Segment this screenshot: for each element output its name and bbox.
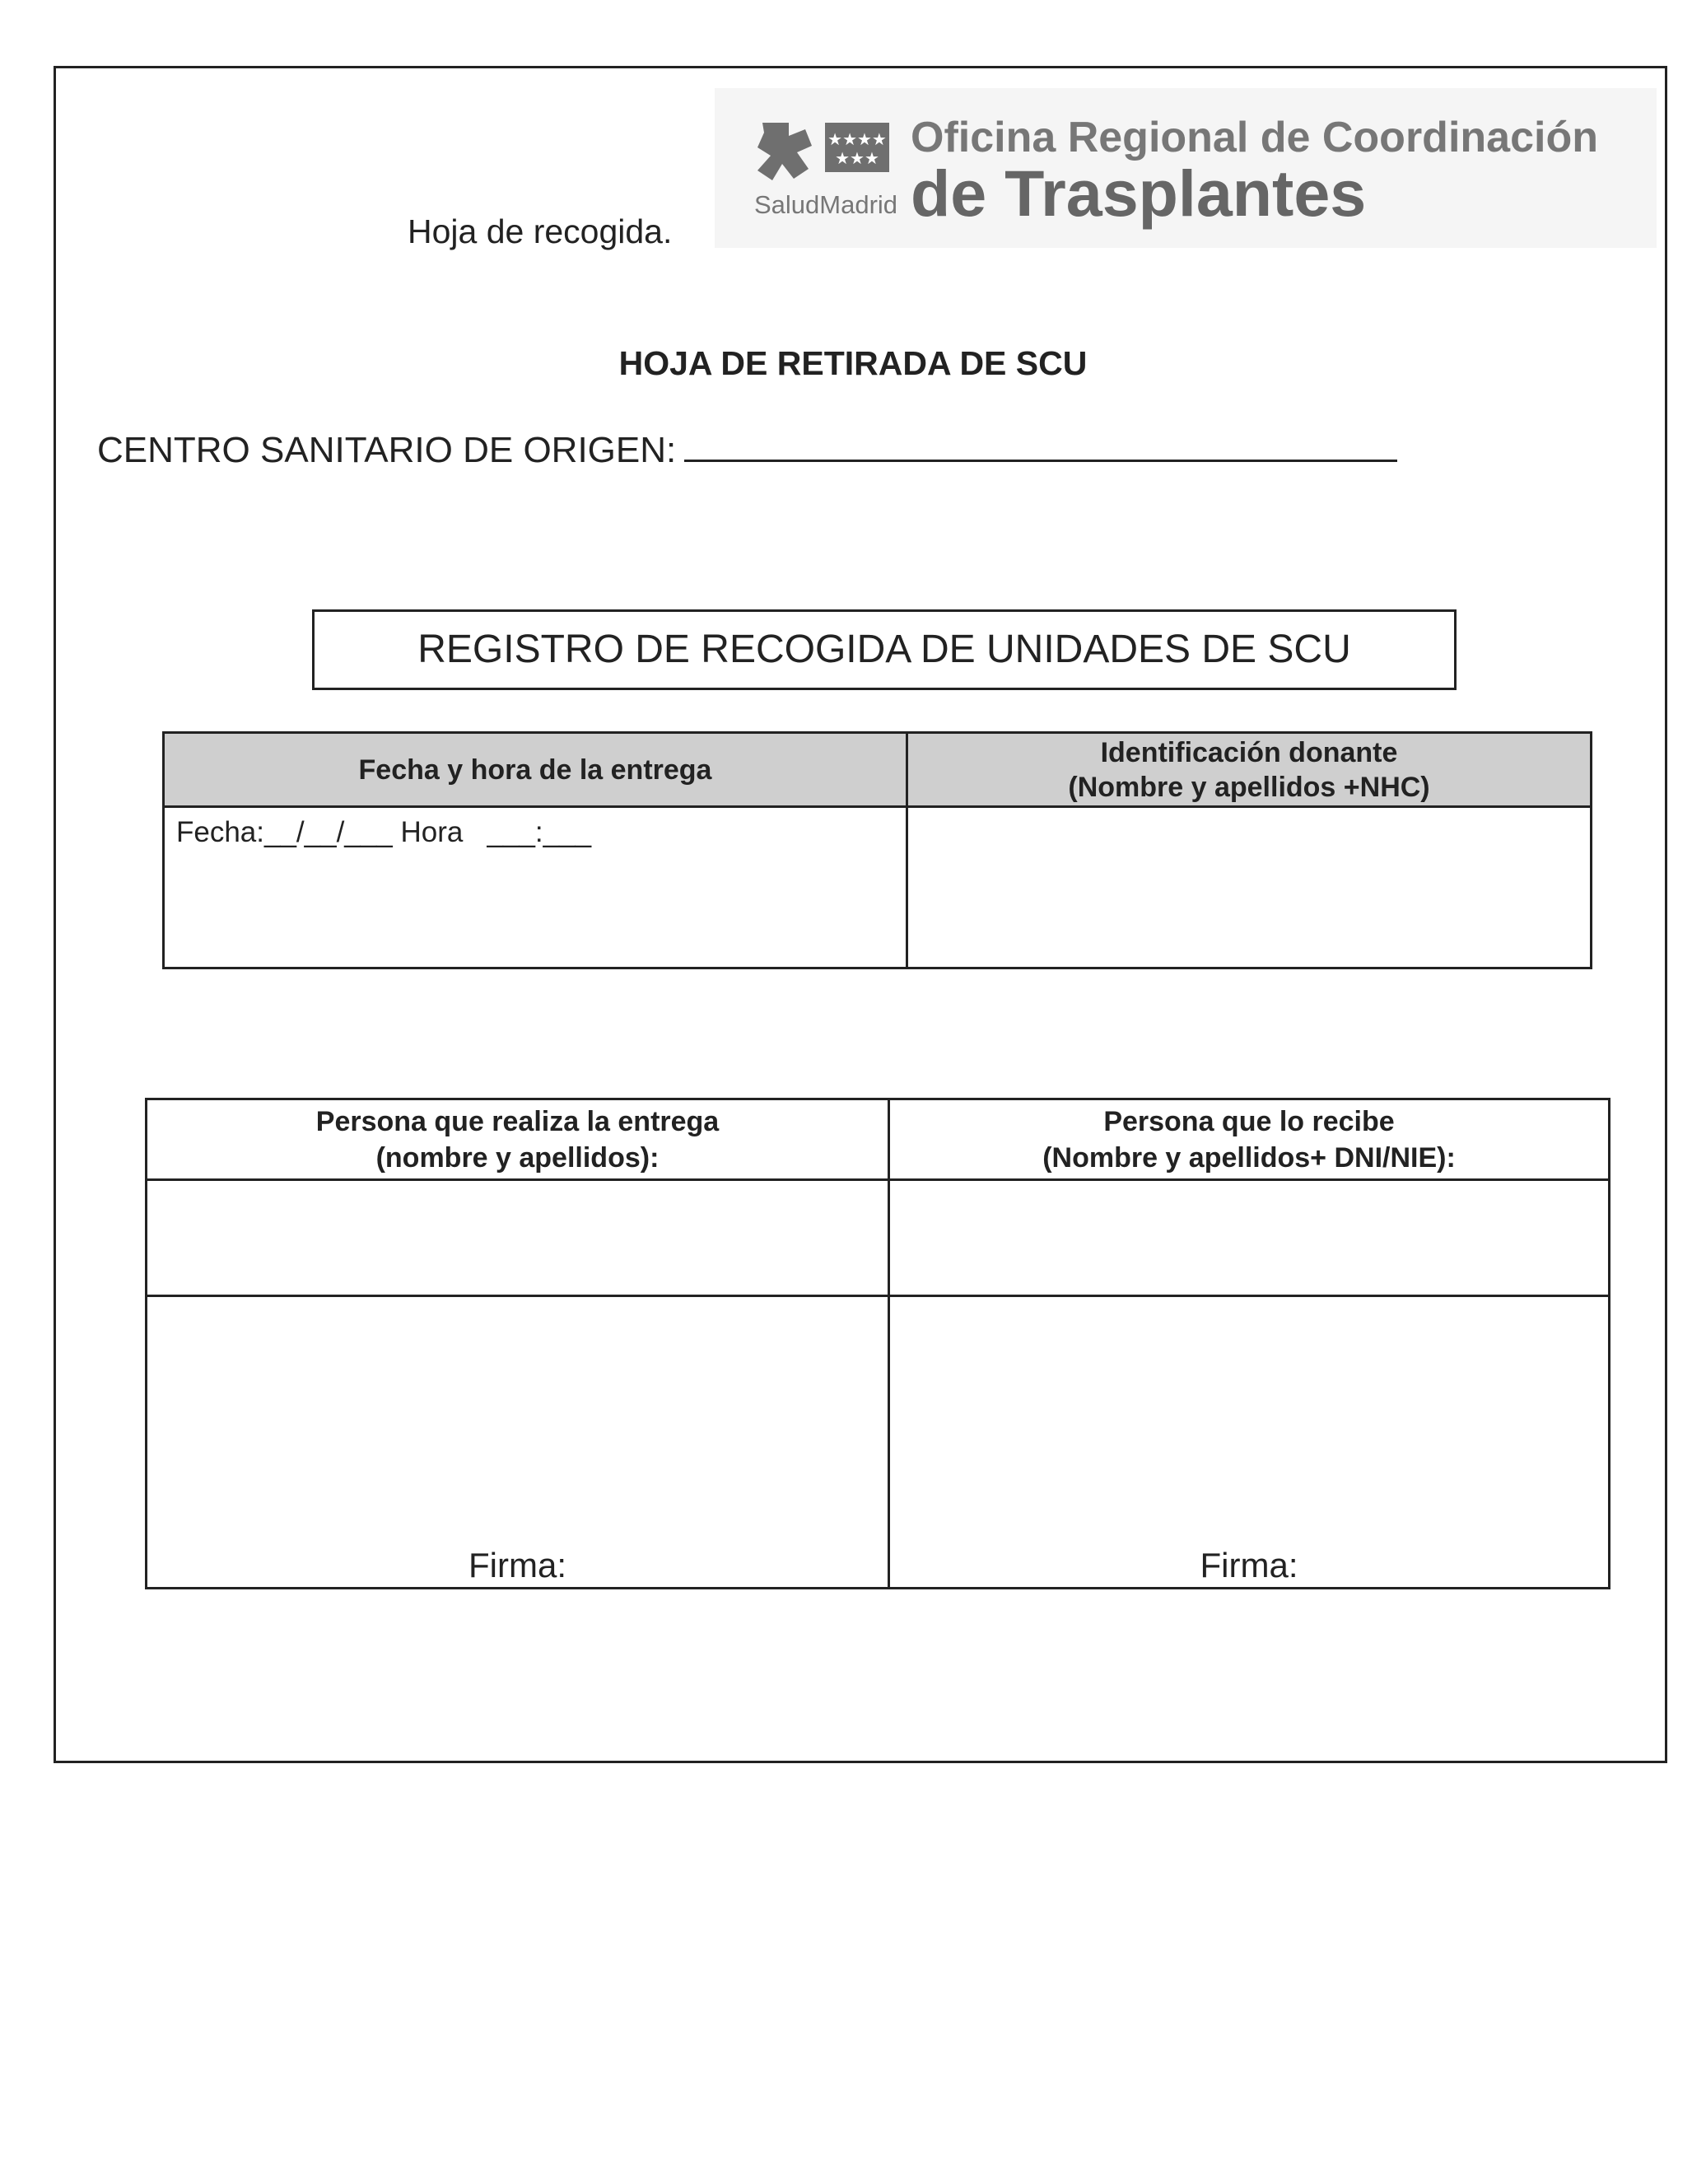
table-row: [164, 807, 1592, 968]
donor-id-cell[interactable]: [907, 807, 1592, 968]
firma-label: Firma:: [468, 1546, 566, 1584]
salud-madrid-logo: [715, 88, 1657, 248]
page-title: HOJA DE RETIRADA DE SCU: [618, 344, 1088, 382]
origin-input-line[interactable]: [684, 460, 1397, 462]
svg-text:★★★: ★★★: [835, 148, 879, 168]
svg-text:★★★★: ★★★★: [827, 129, 887, 149]
header-recibe: [889, 1099, 1610, 1180]
header-entrega-line1: Persona que realiza la entrega: [315, 1105, 720, 1137]
logo-title-line2: de Trasplantes: [911, 156, 1367, 230]
fecha-hora-cell[interactable]: [164, 807, 907, 968]
registro-title-box: REGISTRO DE RECOGIDA DE UNIDADES DE SCU: [312, 609, 1457, 690]
header-entrega: [147, 1099, 889, 1180]
origin-label: CENTRO SANITARIO DE ORIGEN:: [97, 430, 677, 470]
table-row: [147, 1180, 1610, 1296]
header-recibe-line1: Persona que lo recibe: [1103, 1105, 1395, 1137]
header-identificacion-line2: (Nombre y apellidos +NHC): [1068, 771, 1430, 803]
deliverer-name-cell[interactable]: [147, 1180, 889, 1296]
salud-madrid-emblem-icon: [756, 118, 892, 189]
header-identificacion: [907, 733, 1592, 807]
table-row: [147, 1296, 1610, 1589]
hora-label: Hora: [400, 816, 464, 848]
logo-title-line1: Oficina Regional de Coordinación: [911, 114, 1598, 161]
persons-table: [145, 1098, 1610, 1589]
fecha-label: Fecha:: [176, 816, 264, 848]
header-fecha-hora: Fecha y hora de la entrega: [164, 733, 907, 807]
table-header-row: [147, 1099, 1610, 1180]
hora-blanks[interactable]: ___:___: [487, 816, 592, 848]
fecha-blanks[interactable]: __/__/___: [264, 816, 393, 848]
fecha-hora-fields[interactable]: [165, 808, 906, 849]
origin-field: [97, 430, 1397, 471]
receiver-signature-cell[interactable]: [889, 1296, 1610, 1589]
logo-sublabel: SaludMadrid: [754, 190, 898, 219]
deliverer-signature-cell[interactable]: [147, 1296, 889, 1589]
header-recibe-line2: (Nombre y apellidos+ DNI/NIE):: [1042, 1141, 1456, 1174]
form-subtitle: Hoja de recogida.: [408, 212, 673, 250]
header-identificacion-line1: Identificación donante: [1100, 736, 1398, 768]
receiver-name-cell[interactable]: [889, 1180, 1610, 1296]
delivery-table: [162, 731, 1592, 969]
header-entrega-line2: (nombre y apellidos):: [375, 1141, 660, 1174]
firma-label: Firma:: [1200, 1546, 1298, 1584]
table-header-row: [164, 733, 1592, 807]
